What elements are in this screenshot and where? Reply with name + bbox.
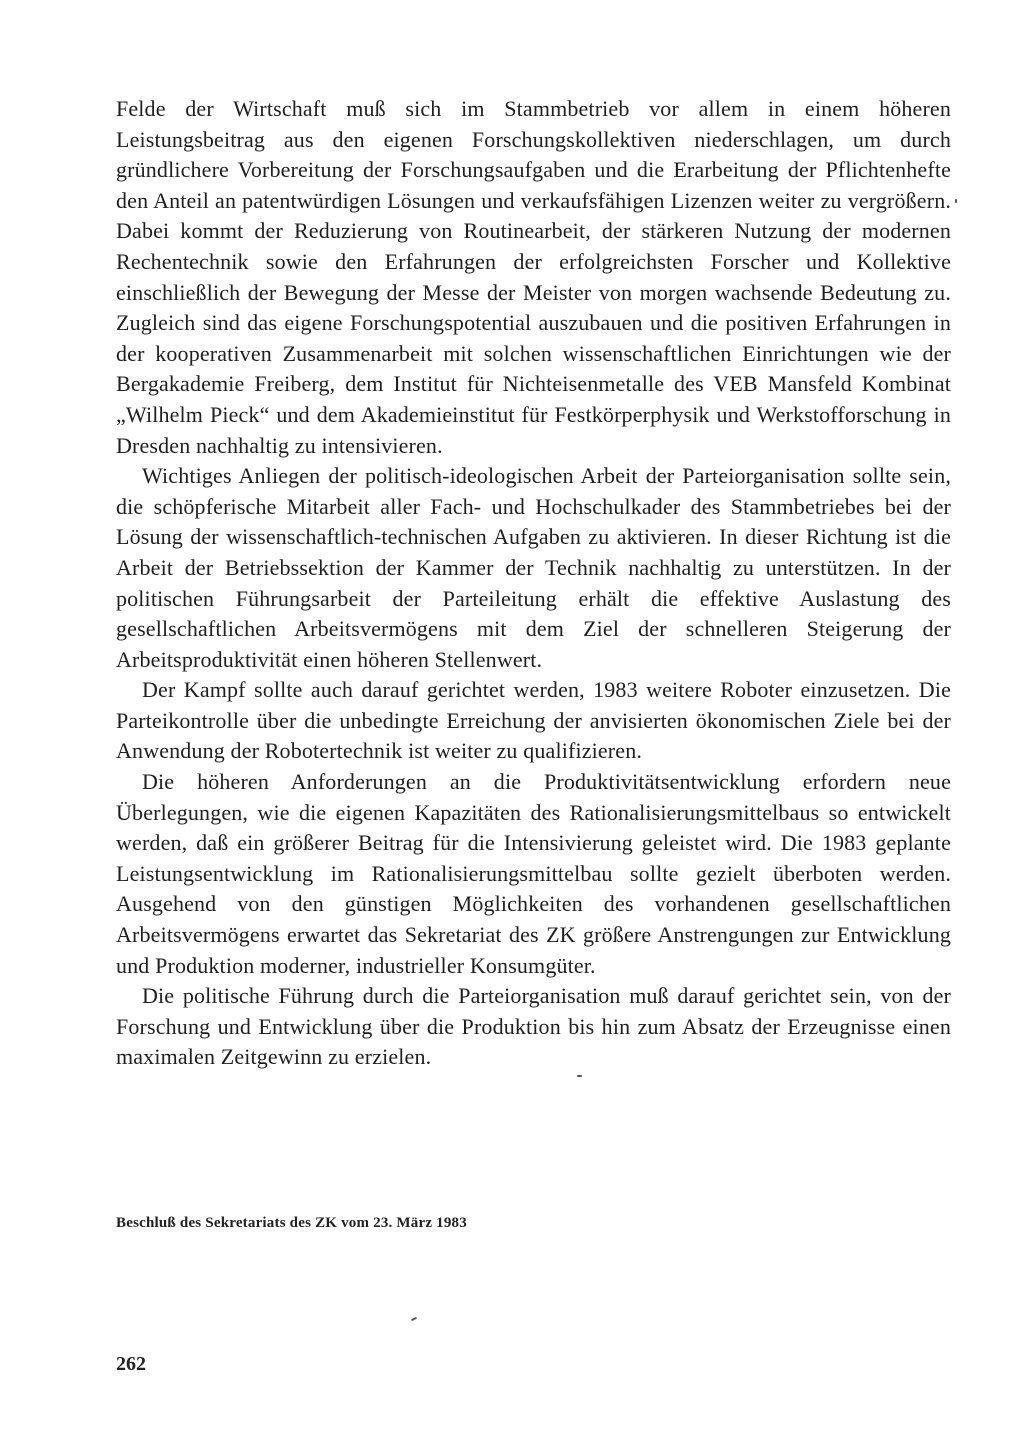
paragraph-5: Die politische Führung durch die Parteiorganisation muß darauf gerichtet sein, von der Forschung und Entwicklung über die Produktion bis hin zum Absatz der Erzeugnisse einen maximalen Zeitgewinn zu erzielen. [116,983,951,1070]
paragraph-2: Wichtiges Anliegen der politisch-ideologischen Arbeit der Parteiorganisation sollte sein, die schöpferische Mitarbeit aller Fach- und Hochschulkader des Stammbetriebes bei der Lösung der wissenschaftlich-technischen Aufgaben zu aktivieren. In dieser Richtung ist die Arbeit der Betriebssektion der Kammer der Technik nachhaltig zu unterstützen. In der politischen Führungsarbeit der Parteileitung erhält die effektive Auslastung des gesellschaftlichen Arbeitsvermögens mit dem Ziel der schnelleren Steigerung der Arbeitsproduktivität einen höheren Stellenwert. [116,463,951,672]
body-text [116,94,951,1073]
paragraph-4: Die höheren Anforderungen an die Produktivitätsentwicklung erfordern neue Überlegungen, wie die eigenen Kapazitäten des Rationalisierungsmittelbaus so entwickelt werden, daß ein größerer Beitrag für die Intensivierung geleistet wird. Die 1983 geplante Leistungsentwicklung im Rationalisierungsmittelbau sollte gezielt überboten werden. Ausgehend von den günstigen Möglichkeiten des vorhandenen gesellschaftlichen Arbeitsvermögens erwartet das Sekretariat des ZK größere Anstrengungen zur Entwicklung und Produktion moderner, industrieller Konsumgüter. [116,769,951,978]
paragraph-3: Der Kampf sollte auch darauf gerichtet werden, 1983 weitere Roboter einzusetzen. Die Parteikontrolle über die unbedingte Erreichung der anvisierten ökonomischen Ziele bei der Anwendung der Robotertechnik ist weiter zu qualifizieren. [116,677,951,764]
source-note: Beschluß des Sekretariats des ZK vom 23. März 1983 [116,1215,467,1231]
scan-speck [577,1075,582,1077]
scan-speck [955,199,957,203]
page-number: 262 [116,1353,146,1375]
scan-speck [411,1317,417,1321]
paragraph-1: Felde der Wirtschaft muß sich im Stammbetrieb vor allem in einem höheren Leistungsbeitrag aus den eigenen Forschungskollektiven niederschlagen, um durch gründlichere Vorbereitung der Forschungsaufgaben und die Erarbeitung der Pflichtenhefte den Anteil an patentwürdigen Lösungen und verkaufsfähigen Lizenzen weiter zu vergrößern. Dabei kommt der Reduzierung von Routinearbeit, der stärkeren Nutzung der modernen Rechentechnik sowie den Erfahrungen der erfolgreichsten Forscher und Kollektive einschließlich der Bewegung der Messe der Meister von morgen wachsende Bedeutung zu. Zugleich sind das eigene Forschungspotential auszubauen und die positiven Erfahrungen in der kooperativen Zusammenarbeit mit solchen wissenschaftlichen Einrichtungen wie der Bergakademie Freiberg, dem Institut für Nichteisenmetalle des VEB Mansfeld Kombinat „Wilhelm Pieck“ und dem Akademieinstitut für Festkörperphysik und Werkstofforschung in Dresden nachhaltig zu intensivieren. [116,96,951,458]
